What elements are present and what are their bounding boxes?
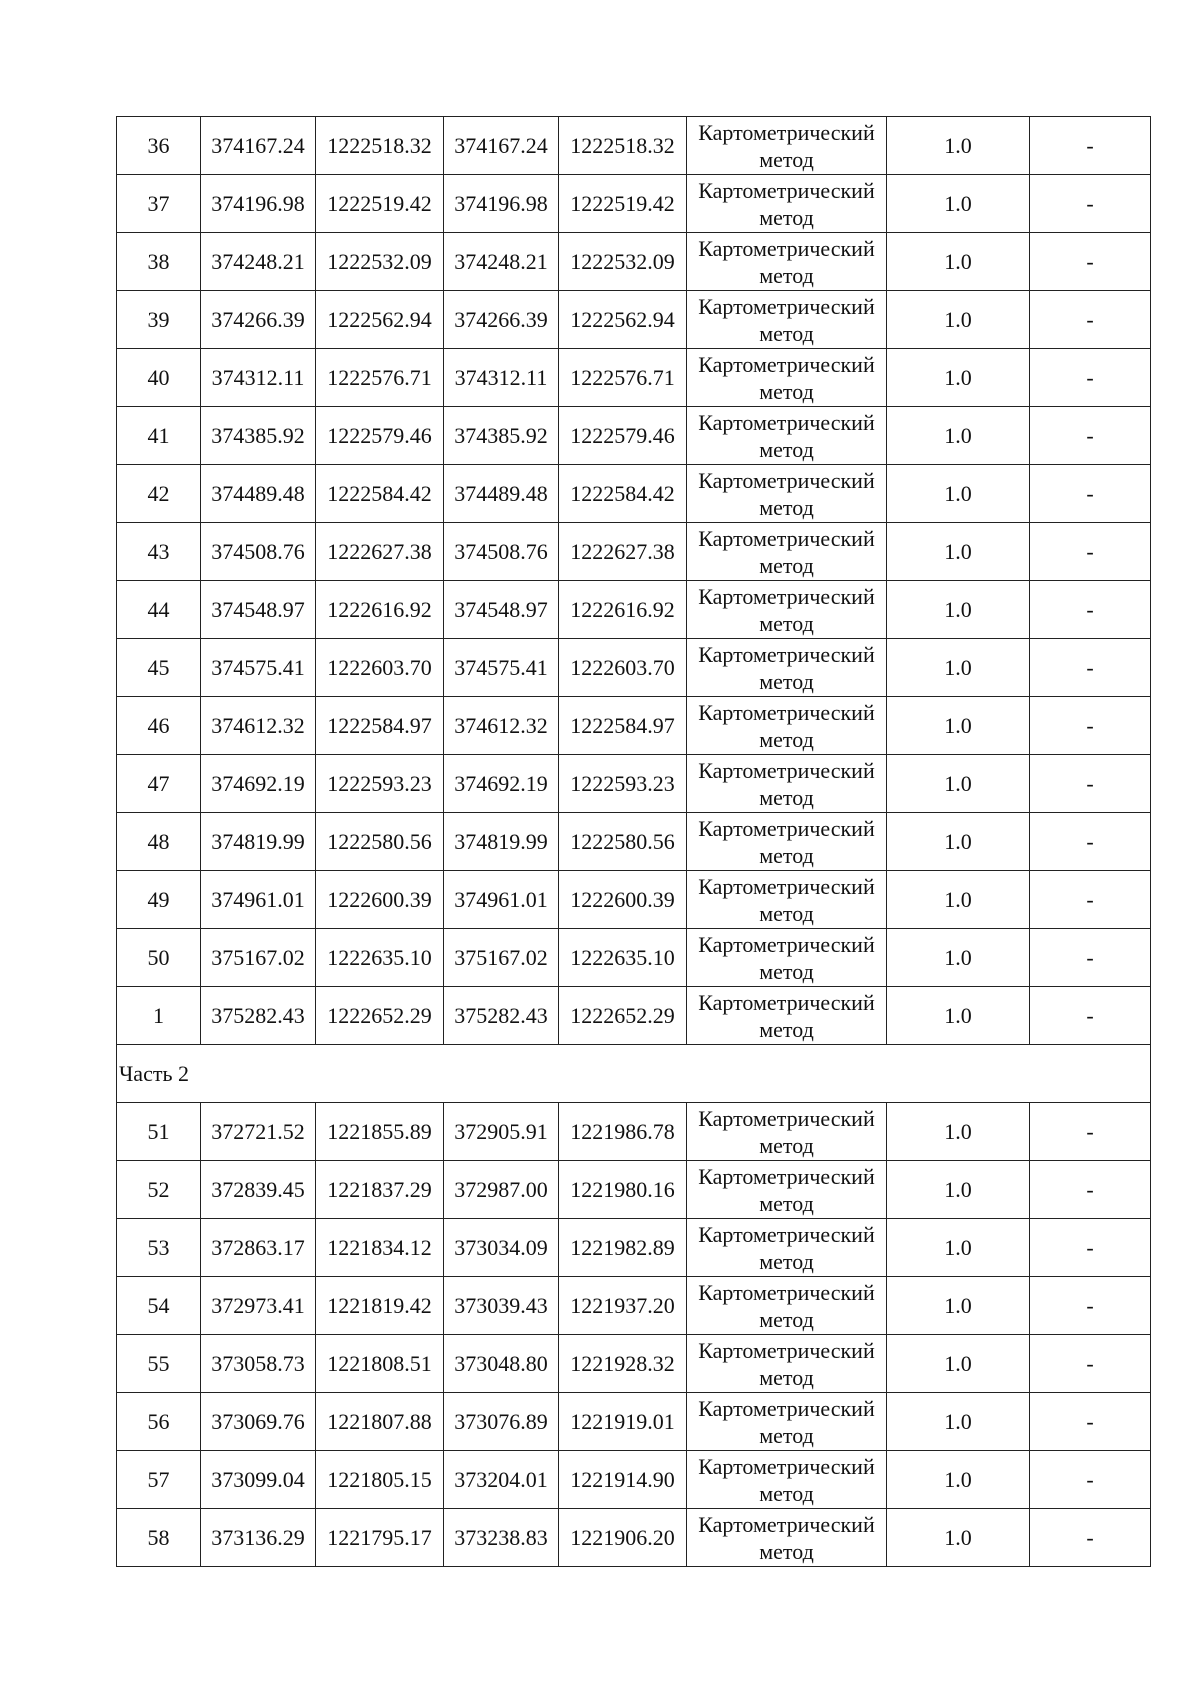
x-new-cell: 373039.43 [444, 1277, 559, 1335]
point-number-cell: 42 [117, 465, 201, 523]
point-number-cell: 48 [117, 813, 201, 871]
method-cell: Картометрический метод [687, 1161, 887, 1219]
x-old-cell: 374508.76 [201, 523, 316, 581]
method-cell: Картометрический метод [687, 697, 887, 755]
point-number-cell: 50 [117, 929, 201, 987]
y-new-cell: 1221906.20 [559, 1509, 687, 1567]
point-number-cell: 37 [117, 175, 201, 233]
accuracy-cell: 1.0 [887, 755, 1030, 813]
x-new-cell: 373048.80 [444, 1335, 559, 1393]
method-cell: Картометрический метод [687, 1103, 887, 1161]
y-old-cell: 1222584.42 [316, 465, 444, 523]
x-old-cell: 373136.29 [201, 1509, 316, 1567]
method-cell: Картометрический метод [687, 465, 887, 523]
point-number-cell: 39 [117, 291, 201, 349]
accuracy-cell: 1.0 [887, 1509, 1030, 1567]
x-new-cell: 374196.98 [444, 175, 559, 233]
accuracy-cell: 1.0 [887, 1219, 1030, 1277]
method-cell: Картометрический метод [687, 987, 887, 1045]
method-cell: Картометрический метод [687, 1335, 887, 1393]
x-new-cell: 374248.21 [444, 233, 559, 291]
method-cell: Картометрический метод [687, 291, 887, 349]
table-row [117, 697, 1151, 755]
table-row [117, 1509, 1151, 1567]
y-old-cell: 1222584.97 [316, 697, 444, 755]
y-old-cell: 1222579.46 [316, 407, 444, 465]
y-new-cell: 1222603.70 [559, 639, 687, 697]
y-new-cell: 1221919.01 [559, 1393, 687, 1451]
y-old-cell: 1221819.42 [316, 1277, 444, 1335]
y-old-cell: 1222600.39 [316, 871, 444, 929]
table-row [117, 1161, 1151, 1219]
y-new-cell: 1222519.42 [559, 175, 687, 233]
y-old-cell: 1222603.70 [316, 639, 444, 697]
method-cell: Картометрический метод [687, 1509, 887, 1567]
y-new-cell: 1222576.71 [559, 349, 687, 407]
note-cell: - [1030, 1219, 1151, 1277]
note-cell: - [1030, 349, 1151, 407]
x-new-cell: 374961.01 [444, 871, 559, 929]
accuracy-cell: 1.0 [887, 813, 1030, 871]
y-new-cell: 1222580.56 [559, 813, 687, 871]
note-cell: - [1030, 1335, 1151, 1393]
x-new-cell: 374612.32 [444, 697, 559, 755]
x-new-cell: 374819.99 [444, 813, 559, 871]
table-row [117, 407, 1151, 465]
table-row [117, 639, 1151, 697]
point-number-cell: 40 [117, 349, 201, 407]
accuracy-cell: 1.0 [887, 117, 1030, 175]
x-old-cell: 374312.11 [201, 349, 316, 407]
x-old-cell: 375167.02 [201, 929, 316, 987]
x-new-cell: 374489.48 [444, 465, 559, 523]
note-cell: - [1030, 1277, 1151, 1335]
y-new-cell: 1222635.10 [559, 929, 687, 987]
x-old-cell: 374575.41 [201, 639, 316, 697]
point-number-cell: 43 [117, 523, 201, 581]
x-new-cell: 372987.00 [444, 1161, 559, 1219]
x-old-cell: 373058.73 [201, 1335, 316, 1393]
point-number-cell: 46 [117, 697, 201, 755]
x-old-cell: 374489.48 [201, 465, 316, 523]
y-new-cell: 1222627.38 [559, 523, 687, 581]
point-number-cell: 1 [117, 987, 201, 1045]
note-cell: - [1030, 291, 1151, 349]
y-old-cell: 1222518.32 [316, 117, 444, 175]
y-new-cell: 1221914.90 [559, 1451, 687, 1509]
note-cell: - [1030, 1451, 1151, 1509]
note-cell: - [1030, 581, 1151, 639]
x-new-cell: 374548.97 [444, 581, 559, 639]
y-old-cell: 1222562.94 [316, 291, 444, 349]
method-cell: Картометрический метод [687, 639, 887, 697]
point-number-cell: 53 [117, 1219, 201, 1277]
accuracy-cell: 1.0 [887, 871, 1030, 929]
y-new-cell: 1222616.92 [559, 581, 687, 639]
x-new-cell: 372905.91 [444, 1103, 559, 1161]
table-row [117, 1219, 1151, 1277]
method-cell: Картометрический метод [687, 117, 887, 175]
point-number-cell: 41 [117, 407, 201, 465]
note-cell: - [1030, 465, 1151, 523]
table-row [117, 349, 1151, 407]
note-cell: - [1030, 929, 1151, 987]
y-old-cell: 1222532.09 [316, 233, 444, 291]
point-number-cell: 57 [117, 1451, 201, 1509]
x-new-cell: 374266.39 [444, 291, 559, 349]
x-old-cell: 372973.41 [201, 1277, 316, 1335]
point-number-cell: 51 [117, 1103, 201, 1161]
table-row [117, 1393, 1151, 1451]
x-new-cell: 375282.43 [444, 987, 559, 1045]
x-old-cell: 374612.32 [201, 697, 316, 755]
point-number-cell: 47 [117, 755, 201, 813]
x-new-cell: 373034.09 [444, 1219, 559, 1277]
table-row [117, 813, 1151, 871]
accuracy-cell: 1.0 [887, 1335, 1030, 1393]
y-old-cell: 1221855.89 [316, 1103, 444, 1161]
y-old-cell: 1222652.29 [316, 987, 444, 1045]
x-new-cell: 374167.24 [444, 117, 559, 175]
table-body-part-1 [117, 117, 1151, 1045]
accuracy-cell: 1.0 [887, 233, 1030, 291]
accuracy-cell: 1.0 [887, 1451, 1030, 1509]
y-new-cell: 1222584.42 [559, 465, 687, 523]
note-cell: - [1030, 813, 1151, 871]
y-new-cell: 1222579.46 [559, 407, 687, 465]
x-old-cell: 374819.99 [201, 813, 316, 871]
method-cell: Картометрический метод [687, 349, 887, 407]
accuracy-cell: 1.0 [887, 639, 1030, 697]
table-row [117, 465, 1151, 523]
y-old-cell: 1222627.38 [316, 523, 444, 581]
table-row [117, 233, 1151, 291]
note-cell: - [1030, 407, 1151, 465]
point-number-cell: 49 [117, 871, 201, 929]
accuracy-cell: 1.0 [887, 1277, 1030, 1335]
x-old-cell: 374196.98 [201, 175, 316, 233]
y-new-cell: 1221937.20 [559, 1277, 687, 1335]
x-old-cell: 372863.17 [201, 1219, 316, 1277]
x-new-cell: 374508.76 [444, 523, 559, 581]
y-old-cell: 1221807.88 [316, 1393, 444, 1451]
x-old-cell: 372839.45 [201, 1161, 316, 1219]
table-row [117, 929, 1151, 987]
y-new-cell: 1221928.32 [559, 1335, 687, 1393]
accuracy-cell: 1.0 [887, 929, 1030, 987]
method-cell: Картометрический метод [687, 523, 887, 581]
x-old-cell: 374692.19 [201, 755, 316, 813]
table-row [117, 1335, 1151, 1393]
note-cell: - [1030, 175, 1151, 233]
y-old-cell: 1221805.15 [316, 1451, 444, 1509]
x-old-cell: 374248.21 [201, 233, 316, 291]
note-cell: - [1030, 639, 1151, 697]
table-row [117, 523, 1151, 581]
section-row [117, 1045, 1151, 1103]
note-cell: - [1030, 1161, 1151, 1219]
note-cell: - [1030, 1103, 1151, 1161]
y-new-cell: 1222562.94 [559, 291, 687, 349]
y-new-cell: 1222593.23 [559, 755, 687, 813]
accuracy-cell: 1.0 [887, 175, 1030, 233]
note-cell: - [1030, 1509, 1151, 1567]
accuracy-cell: 1.0 [887, 987, 1030, 1045]
section-label: Часть 2 [117, 1045, 1151, 1103]
x-old-cell: 375282.43 [201, 987, 316, 1045]
x-new-cell: 375167.02 [444, 929, 559, 987]
point-number-cell: 38 [117, 233, 201, 291]
x-old-cell: 373099.04 [201, 1451, 316, 1509]
x-old-cell: 373069.76 [201, 1393, 316, 1451]
point-number-cell: 54 [117, 1277, 201, 1335]
table-row [117, 175, 1151, 233]
y-new-cell: 1222652.29 [559, 987, 687, 1045]
accuracy-cell: 1.0 [887, 291, 1030, 349]
note-cell: - [1030, 987, 1151, 1045]
y-new-cell: 1222584.97 [559, 697, 687, 755]
y-new-cell: 1221986.78 [559, 1103, 687, 1161]
x-old-cell: 374167.24 [201, 117, 316, 175]
y-old-cell: 1222519.42 [316, 175, 444, 233]
accuracy-cell: 1.0 [887, 697, 1030, 755]
y-old-cell: 1222580.56 [316, 813, 444, 871]
x-new-cell: 374575.41 [444, 639, 559, 697]
note-cell: - [1030, 697, 1151, 755]
note-cell: - [1030, 233, 1151, 291]
x-old-cell: 374266.39 [201, 291, 316, 349]
y-old-cell: 1221808.51 [316, 1335, 444, 1393]
y-old-cell: 1222635.10 [316, 929, 444, 987]
point-number-cell: 44 [117, 581, 201, 639]
note-cell: - [1030, 1393, 1151, 1451]
note-cell: - [1030, 755, 1151, 813]
accuracy-cell: 1.0 [887, 523, 1030, 581]
accuracy-cell: 1.0 [887, 407, 1030, 465]
y-old-cell: 1221795.17 [316, 1509, 444, 1567]
y-old-cell: 1222616.92 [316, 581, 444, 639]
y-old-cell: 1221834.12 [316, 1219, 444, 1277]
table-row [117, 291, 1151, 349]
accuracy-cell: 1.0 [887, 1393, 1030, 1451]
point-number-cell: 52 [117, 1161, 201, 1219]
point-number-cell: 36 [117, 117, 201, 175]
y-old-cell: 1222593.23 [316, 755, 444, 813]
table-row [117, 871, 1151, 929]
method-cell: Картометрический метод [687, 1219, 887, 1277]
table-row [117, 581, 1151, 639]
point-number-cell: 56 [117, 1393, 201, 1451]
x-new-cell: 374312.11 [444, 349, 559, 407]
note-cell: - [1030, 523, 1151, 581]
method-cell: Картометрический метод [687, 233, 887, 291]
y-new-cell: 1221980.16 [559, 1161, 687, 1219]
table-body-section [117, 1045, 1151, 1103]
accuracy-cell: 1.0 [887, 581, 1030, 639]
accuracy-cell: 1.0 [887, 1103, 1030, 1161]
x-new-cell: 374692.19 [444, 755, 559, 813]
table-row [117, 117, 1151, 175]
method-cell: Картометрический метод [687, 755, 887, 813]
method-cell: Картометрический метод [687, 581, 887, 639]
point-number-cell: 58 [117, 1509, 201, 1567]
method-cell: Картометрический метод [687, 813, 887, 871]
point-number-cell: 55 [117, 1335, 201, 1393]
table-row [117, 1103, 1151, 1161]
x-old-cell: 374385.92 [201, 407, 316, 465]
method-cell: Картометрический метод [687, 407, 887, 465]
y-new-cell: 1222518.32 [559, 117, 687, 175]
method-cell: Картометрический метод [687, 871, 887, 929]
x-new-cell: 373238.83 [444, 1509, 559, 1567]
note-cell: - [1030, 117, 1151, 175]
table-row [117, 1277, 1151, 1335]
y-new-cell: 1222600.39 [559, 871, 687, 929]
accuracy-cell: 1.0 [887, 349, 1030, 407]
x-new-cell: 373204.01 [444, 1451, 559, 1509]
method-cell: Картометрический метод [687, 929, 887, 987]
x-new-cell: 374385.92 [444, 407, 559, 465]
coordinates-table [116, 116, 1151, 1567]
y-new-cell: 1221982.89 [559, 1219, 687, 1277]
method-cell: Картометрический метод [687, 1277, 887, 1335]
x-old-cell: 372721.52 [201, 1103, 316, 1161]
method-cell: Картометрический метод [687, 175, 887, 233]
method-cell: Картометрический метод [687, 1451, 887, 1509]
method-cell: Картометрический метод [687, 1393, 887, 1451]
y-new-cell: 1222532.09 [559, 233, 687, 291]
y-old-cell: 1222576.71 [316, 349, 444, 407]
table-row [117, 987, 1151, 1045]
accuracy-cell: 1.0 [887, 1161, 1030, 1219]
point-number-cell: 45 [117, 639, 201, 697]
x-new-cell: 373076.89 [444, 1393, 559, 1451]
x-old-cell: 374548.97 [201, 581, 316, 639]
note-cell: - [1030, 871, 1151, 929]
table-body-part-2 [117, 1103, 1151, 1567]
x-old-cell: 374961.01 [201, 871, 316, 929]
table-row [117, 755, 1151, 813]
accuracy-cell: 1.0 [887, 465, 1030, 523]
table-row [117, 1451, 1151, 1509]
y-old-cell: 1221837.29 [316, 1161, 444, 1219]
